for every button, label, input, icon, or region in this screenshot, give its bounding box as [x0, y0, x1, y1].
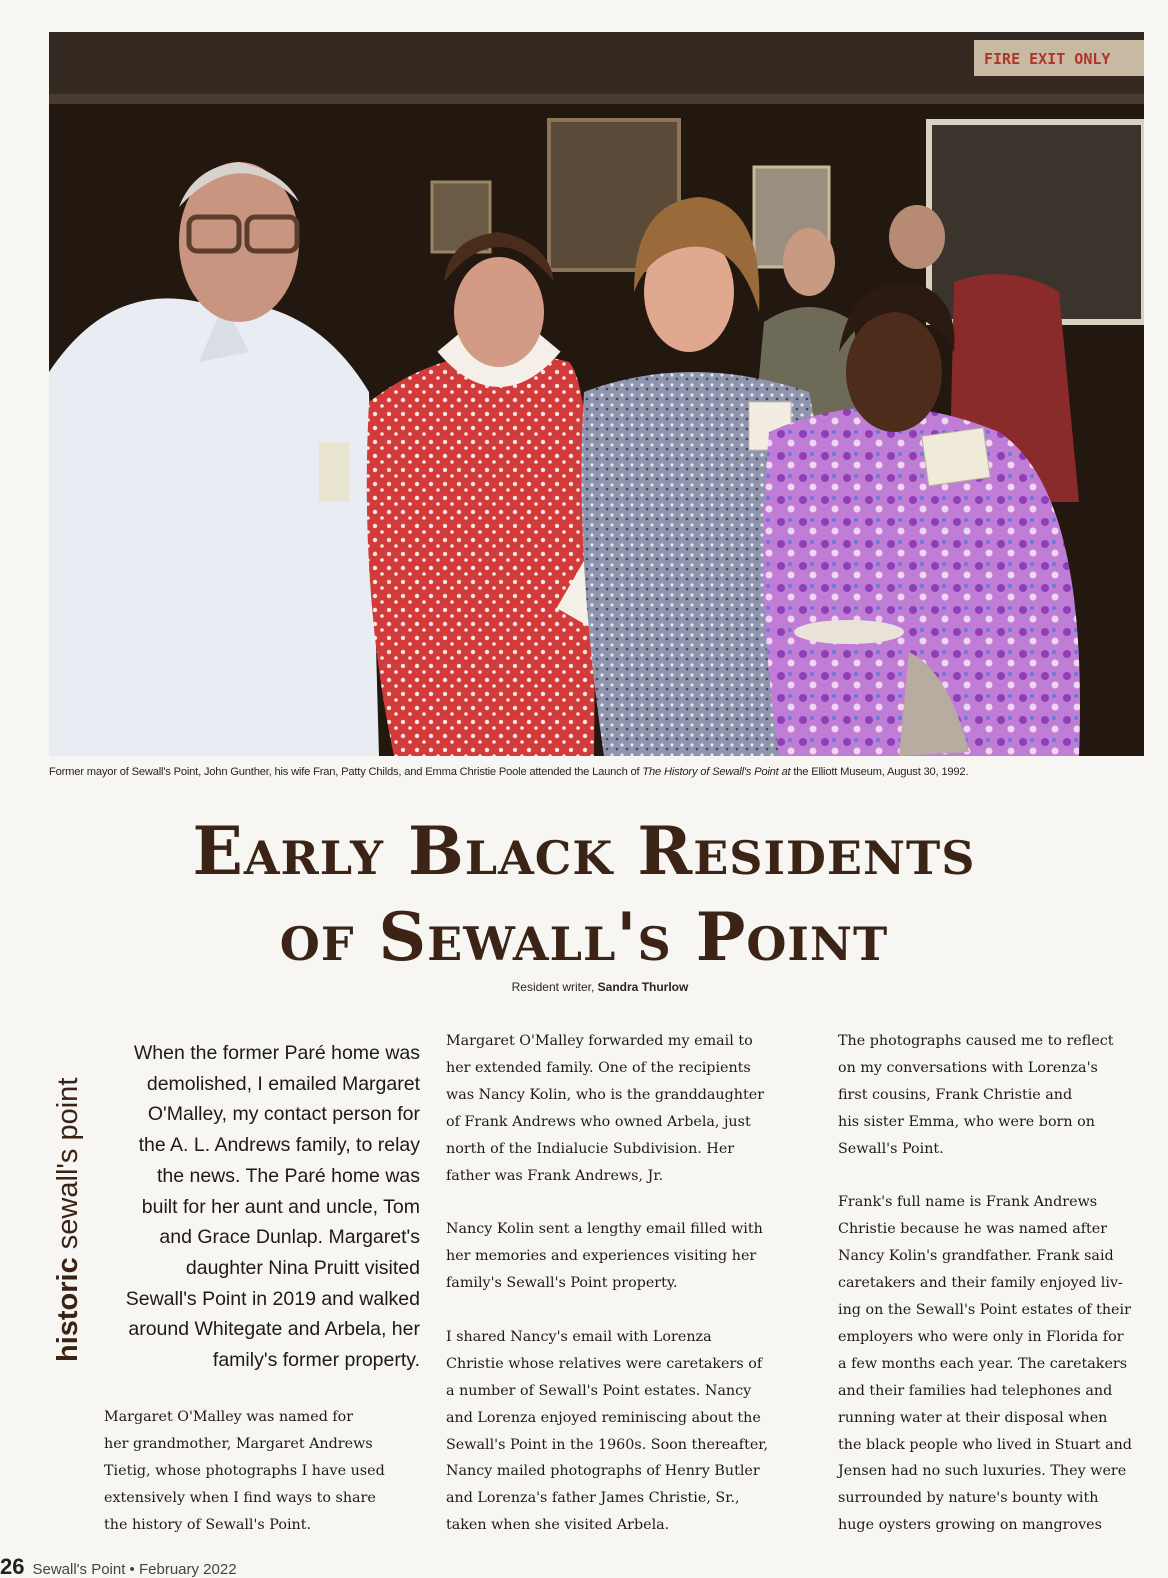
lede-line: the news. The Paré home was — [156, 1164, 420, 1187]
body-line: her memories and experiences visiting her — [446, 1248, 757, 1265]
body-line: Margaret O'Malley was named for — [104, 1409, 354, 1425]
byline-label: Resident writer, — [511, 980, 598, 994]
body-line: Christie because he was named after — [838, 1221, 1108, 1238]
body-line: extensively when I find ways to share — [104, 1489, 376, 1506]
body-line: north of the Indialucie Subdivision. Her — [446, 1140, 735, 1157]
paragraph-gap — [446, 1297, 768, 1324]
lede-paragraph — [100, 1038, 420, 1376]
lede-line: family's former property. — [212, 1349, 420, 1372]
column-3 — [838, 1028, 1132, 1539]
lede-line: the A. L. Andrews family, to relay — [138, 1134, 420, 1157]
body-line: employers who were only in Florida for — [838, 1328, 1124, 1345]
paragraph-gap — [446, 1189, 768, 1216]
article-title-line-2: of Sewall's Point — [279, 898, 889, 976]
section-label — [52, 1078, 85, 1362]
column-1 — [104, 1404, 385, 1539]
body-line: her extended family. One of the recipients — [446, 1059, 751, 1076]
body-line: I shared Nancy's email with Lorenza — [446, 1328, 712, 1345]
body-line: surrounded by nature's bounty with — [838, 1490, 1099, 1507]
body-line: Frank's full name is Frank Andrews — [838, 1194, 1098, 1211]
body-line: Sewall's Point. — [838, 1140, 944, 1157]
body-line: a number of Sewall's Point estates. Nancy — [446, 1382, 752, 1399]
body-line: taken when she visited Arbela. — [446, 1517, 670, 1534]
body-line: Margaret O'Malley forwarded my email to — [446, 1033, 753, 1049]
section-label-bold: historic — [52, 1257, 84, 1362]
body-line: her grandmother, Margaret Andrews — [104, 1435, 373, 1452]
body-line: Christie whose relatives were caretakers of — [446, 1355, 763, 1372]
feature-photo — [49, 32, 1144, 756]
body-line: Tietig, whose photographs I have used — [104, 1462, 385, 1479]
lede-line: built for her aunt and uncle, Tom — [141, 1195, 420, 1218]
byline-author: Sandra Thurlow — [597, 980, 689, 994]
section-label-rest: sewall's point — [52, 1077, 84, 1258]
body-line: of Frank Andrews who owned Arbela, just — [446, 1113, 751, 1130]
body-line: ing on the Sewall's Point estates of their — [838, 1302, 1131, 1319]
lede-line: and Grace Dunlap. Margaret's — [159, 1226, 420, 1249]
body-line: first cousins, Frank Christie and — [838, 1086, 1073, 1103]
body-line: and Lorenza enjoyed reminiscing about the — [446, 1409, 761, 1426]
body-line: Jensen had no such luxuries. They were — [838, 1463, 1127, 1480]
body-line: the history of Sewall's Point. — [104, 1516, 312, 1533]
column-2 — [446, 1028, 768, 1539]
body-line: his sister Emma, who were born on — [838, 1113, 1095, 1130]
lede-line: When the former Paré home was — [133, 1042, 420, 1064]
body-line: a few months each year. The caretakers — [838, 1355, 1128, 1372]
body-line: and their families had telephones and — [838, 1382, 1113, 1399]
body-line: was Nancy Kolin, who is the granddaughter — [446, 1086, 765, 1103]
page-footer — [0, 1554, 400, 1578]
body-line: father was Frank Andrews, Jr. — [446, 1167, 664, 1184]
caption-book-title: The History of Sewall's Point at — [642, 766, 791, 778]
caption-text: Former mayor of Sewall's Point, John Gunther, his wife Fran, Patty Childs, and Emma Christie Poole attended the Launch of — [49, 766, 643, 778]
lede-line: Sewall's Point in 2019 and walked — [125, 1287, 420, 1310]
lede-line: daughter Nina Pruitt visited — [185, 1256, 420, 1279]
group-photo-illustration — [49, 32, 1144, 756]
fire-exit-sign: FIRE EXIT ONLY — [984, 50, 1111, 68]
lede-line: O'Malley, my contact person for — [147, 1103, 420, 1126]
byline — [0, 980, 1168, 994]
paragraph-gap — [838, 1163, 1132, 1190]
lede-line: demolished, I emailed Margaret — [146, 1072, 420, 1095]
body-line: Nancy Kolin's grandfather. Frank said — [838, 1248, 1114, 1265]
body-line: Sewall's Point in the 1960s. Soon thereafter, — [446, 1436, 769, 1453]
body-line: and Lorenza's father James Christie, Sr., — [446, 1490, 740, 1507]
body-line: Nancy mailed photographs of Henry Butler — [446, 1463, 760, 1480]
body-line: caretakers and their family enjoyed liv- — [838, 1275, 1123, 1292]
body-line: the black people who lived in Stuart and — [838, 1436, 1132, 1453]
lede-line: around Whitegate and Arbela, her — [128, 1318, 420, 1341]
body-line: family's Sewall's Point property. — [446, 1275, 678, 1292]
body-line: on my conversations with Lorenza's — [838, 1059, 1098, 1076]
caption-text-end: the Elliott Museum, August 30, 1992. — [790, 766, 969, 778]
body-line: Nancy Kolin sent a lengthy email filled with — [446, 1221, 763, 1238]
photo-caption — [49, 766, 1149, 778]
footer-text: Sewall's Point • February 2022 — [32, 1561, 237, 1578]
page-number: 26 — [0, 1554, 25, 1578]
body-line: The photographs caused me to reflect — [838, 1033, 1114, 1049]
body-line: running water at their disposal when — [838, 1409, 1108, 1426]
body-line: huge oysters growing on mangroves — [838, 1517, 1102, 1534]
article-title-line-1: Early Black Residents — [192, 812, 976, 890]
